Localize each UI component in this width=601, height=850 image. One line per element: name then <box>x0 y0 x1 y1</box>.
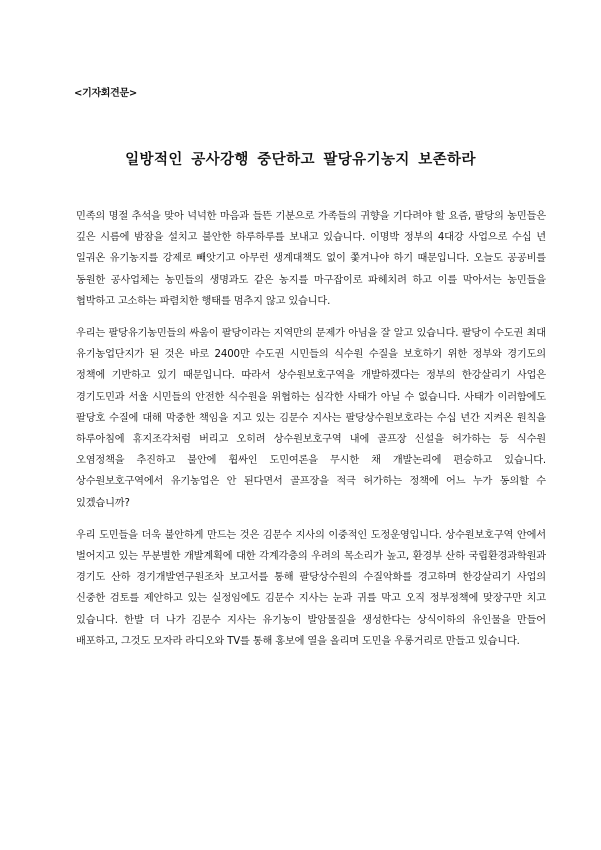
paragraph: 우리 도민들을 더욱 불안하게 만드는 것은 김문수 지사의 이중적인 도정운영입니다. 상수원보호구역 안에서 벌어지고 있는 무분별한 개발계획에 대한 각계각층의 우려의 목소리가 높고, 환경부 산하 국립환경과학원과 경기도 산하 경기개발연구원조차 보고서를 통해 팔당상수원의 수질악화를 경고하며 한강살리기 사업의 신중한 검토를 제안하고 있는 실정임에도 김문수 지사는 눈과 귀를 막고 오직 정부정책에 맞장구만 치고 있습니다. 한발 더 나가 김문수 지사는 유기농이 발암물질을 생성한다는 상식이하의 유인물을 만들어 배포하고, 그것도 모자라 라디오와 TV를 통해 홍보에 열을 올리며 도민을 우롱거리로 만들고 있습니다. <box>76 529 546 647</box>
paragraph: 우리는 팔당유기농민들의 싸움이 팔당이라는 지역만의 문제가 아님을 잘 알고 있습니다. 팔당이 수도권 최대 유기농업단지가 된 것은 바로 2400만 수도권 시민들의 식수원 수질을 보호하기 위한 정부와 경기도의 정책에 기반하고 있기 때문입니다. 따라서 상수원보호구역을 개발하겠다는 정부의 한강살리기 사업은 경기도민과 서울 시민들의 안전한 식수원을 위협하는 심각한 사태가 아닐 수 없습니다. 사태가 이러함에도 팔당호 수질에 대해 막중한 책임을 지고 있는 김문수 지사는 팔당상수원보호라는 수십 년간 지켜온 원칙을 하루아침에 휴지조각처럼 버리고 오히려 상수원보호구역 내에 골프장 신설을 허가하는 등 식수원 오염정책을 추진하고 불안에 휩싸인 도민여론을 무시한 채 개발논리에 편승하고 있습니다. 상수원보호구역에서 유기농업은 안 된다면서 골프장을 적극 허가하는 정책에 어느 누가 동의할 수 있겠습니까? <box>76 328 546 509</box>
document-title: 일방적인 공사강행 중단하고 팔당유기농지 보존하라 <box>125 152 476 168</box>
document-label: <기자회견문> <box>74 88 137 99</box>
document-body <box>76 206 546 663</box>
paragraph: 민족의 명절 추석을 맞아 넉넉한 마음과 들뜬 기분으로 가족들의 귀향을 기다려야 할 요즘, 팔당의 농민들은 깊은 시름에 밤잠을 설치고 불안한 하루하루를 보내고 있습니다. 이명박 정부의 4대강 사업으로 수십 년 일궈온 유기농지를 강제로 빼앗기고 아무런 생계대책도 없이 쫓겨나야 하기 때문입니다. 오늘도 공공비를 동원한 공사업체는 농민들의 생명과도 같은 농지를 마구잡이로 파헤치려 하고 이를 막아서는 농민들을 협박하고 고소하는 파렴치한 행태를 멈추지 않고 있습니다. <box>76 211 546 307</box>
